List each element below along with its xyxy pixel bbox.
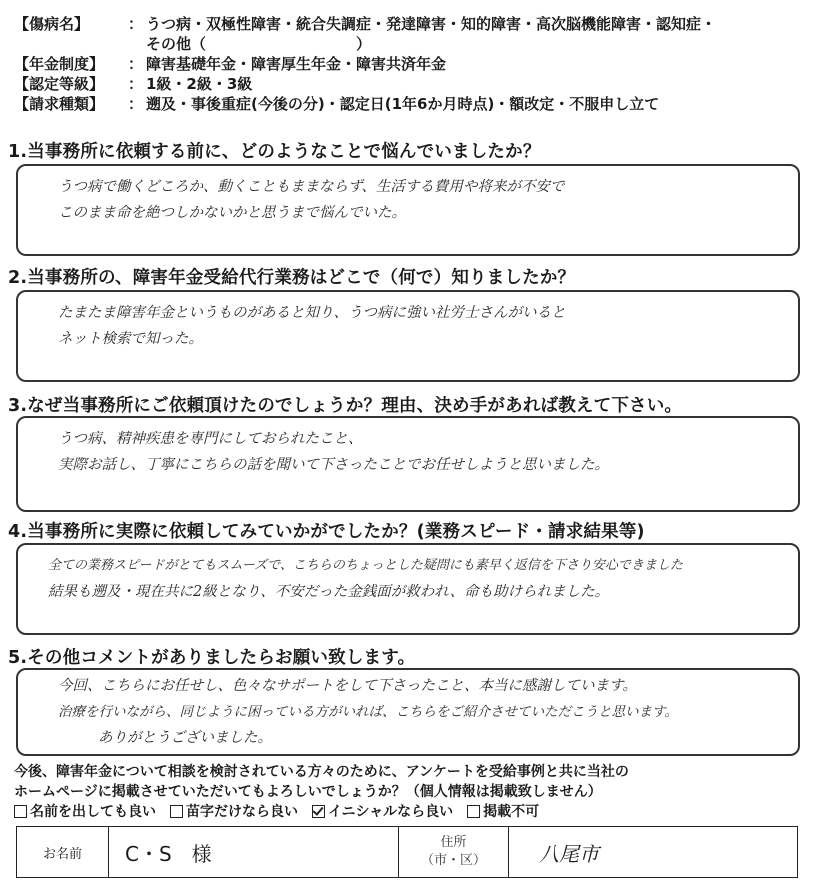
header-row-claim: 【請求種類】 ： 遡及・事後重症(今後の分)・認定日(1年6か月時点)・額改定・不服申し立て (14, 95, 660, 113)
name-value: C・S 様 (109, 827, 399, 877)
answer-line: うつ病で働くどころか、動くこともままならず、生活する費用や将来が不安で (58, 179, 565, 195)
answer-line: うつ病、精神疾患を専門にしておられたこと、 (58, 431, 363, 447)
address-value: 八尾市 (539, 841, 599, 866)
option-no-publish[interactable]: 掲載不可 (467, 801, 539, 821)
question-5-title: 5.その他コメントがありましたらお願い致します。 (8, 648, 416, 668)
answer-box-1 (16, 164, 800, 256)
consent-options (14, 801, 539, 821)
checkbox-icon[interactable] (170, 805, 183, 818)
answer-box-5 (16, 668, 800, 756)
question-4-title: 4.当事務所に実際に依頼してみていかがでしたか？(業務スピード・請求結果等) (8, 522, 645, 542)
question-2-title: 2.当事務所の、障害年金受給代行業務はどこで（何で）知りましたか？ (8, 268, 576, 288)
answer-line: 実際お話し、丁寧にこちらの話を聞いて下さったことでお任せしようと思いました。 (58, 457, 609, 473)
answer-line: 今回、こちらにお任せし、色々なサポートをして下さったこと、本当に感謝しています。 (58, 678, 637, 694)
answer-line: ネット検索で知った。 (58, 331, 203, 347)
answer-line: ありがとうございました。 (98, 730, 272, 746)
name-address-table (16, 826, 798, 878)
form-header (14, 14, 804, 114)
answer-box-3 (16, 416, 800, 512)
answer-line: 治療を行いながら、同じように困っている方がいれば、こちらをご紹介させていただこうと思います。 (58, 704, 678, 720)
header-row-grade: 【認定等級】 ： 1級・2級・3級 (14, 75, 253, 93)
header-row-other: その他（ ） (146, 35, 372, 53)
checkbox-icon[interactable] (467, 805, 480, 818)
question-1-title: 1.当事務所に依頼する前に、どのようなことで悩んでいましたか？ (8, 142, 541, 162)
answer-line: たまたま障害年金というものがあると知り、うつ病に強い社労士さんがいると (58, 305, 566, 321)
header-value: うつ病・双極性障害・統合失調症・発達障害・知的障害・高次脳機能障害・認知症・ (146, 15, 717, 33)
header-row-pension: 【年金制度】 ： 障害基礎年金・障害厚生年金・障害共済年金 (14, 55, 447, 73)
answer-line: 結果も遡及・現在共に2級となり、不安だった金銭面が救われ、命も助けられました。 (48, 584, 610, 600)
option-initials-only[interactable]: イニシャルなら良い (312, 801, 453, 821)
answer-line: 全ての業務スピードがとてもスムーズで、こちらのちょっとした疑問にも素早く返信を下さり安心できました (48, 558, 683, 573)
option-surname-only[interactable]: 苗字だけなら良い (170, 801, 298, 821)
name-label: お名前 (17, 827, 109, 877)
checkbox-checked-icon[interactable] (312, 805, 325, 818)
option-full-name[interactable]: 名前を出しても良い (14, 801, 156, 821)
header-row-disease: 【傷病名】 ： うつ病・双極性障害・統合失調症・発達障害・知的障害・高次脳機能障害・認知症・ (14, 14, 804, 34)
answer-box-2 (16, 290, 800, 382)
answer-box-4 (16, 543, 800, 635)
address-label: 住所 （市・区） (399, 827, 509, 877)
checkbox-icon[interactable] (14, 805, 27, 818)
answer-line: このまま命を絶つしかないかと思うまで悩んでいた。 (58, 205, 406, 221)
consent-question: 今後、障害年金について相談を検討されている方々のために、アンケートを受給事例と共に当社の ホームページに掲載させていただいてもよろしいでしょうか？（個人情報は掲載致しません） (14, 764, 629, 800)
header-label: 【傷病名】 (14, 15, 90, 33)
question-3-title: 3.なぜ当事務所にご依頼頂けたのでしょうか？理由、決め手があれば教えて下さい。 (8, 396, 683, 416)
